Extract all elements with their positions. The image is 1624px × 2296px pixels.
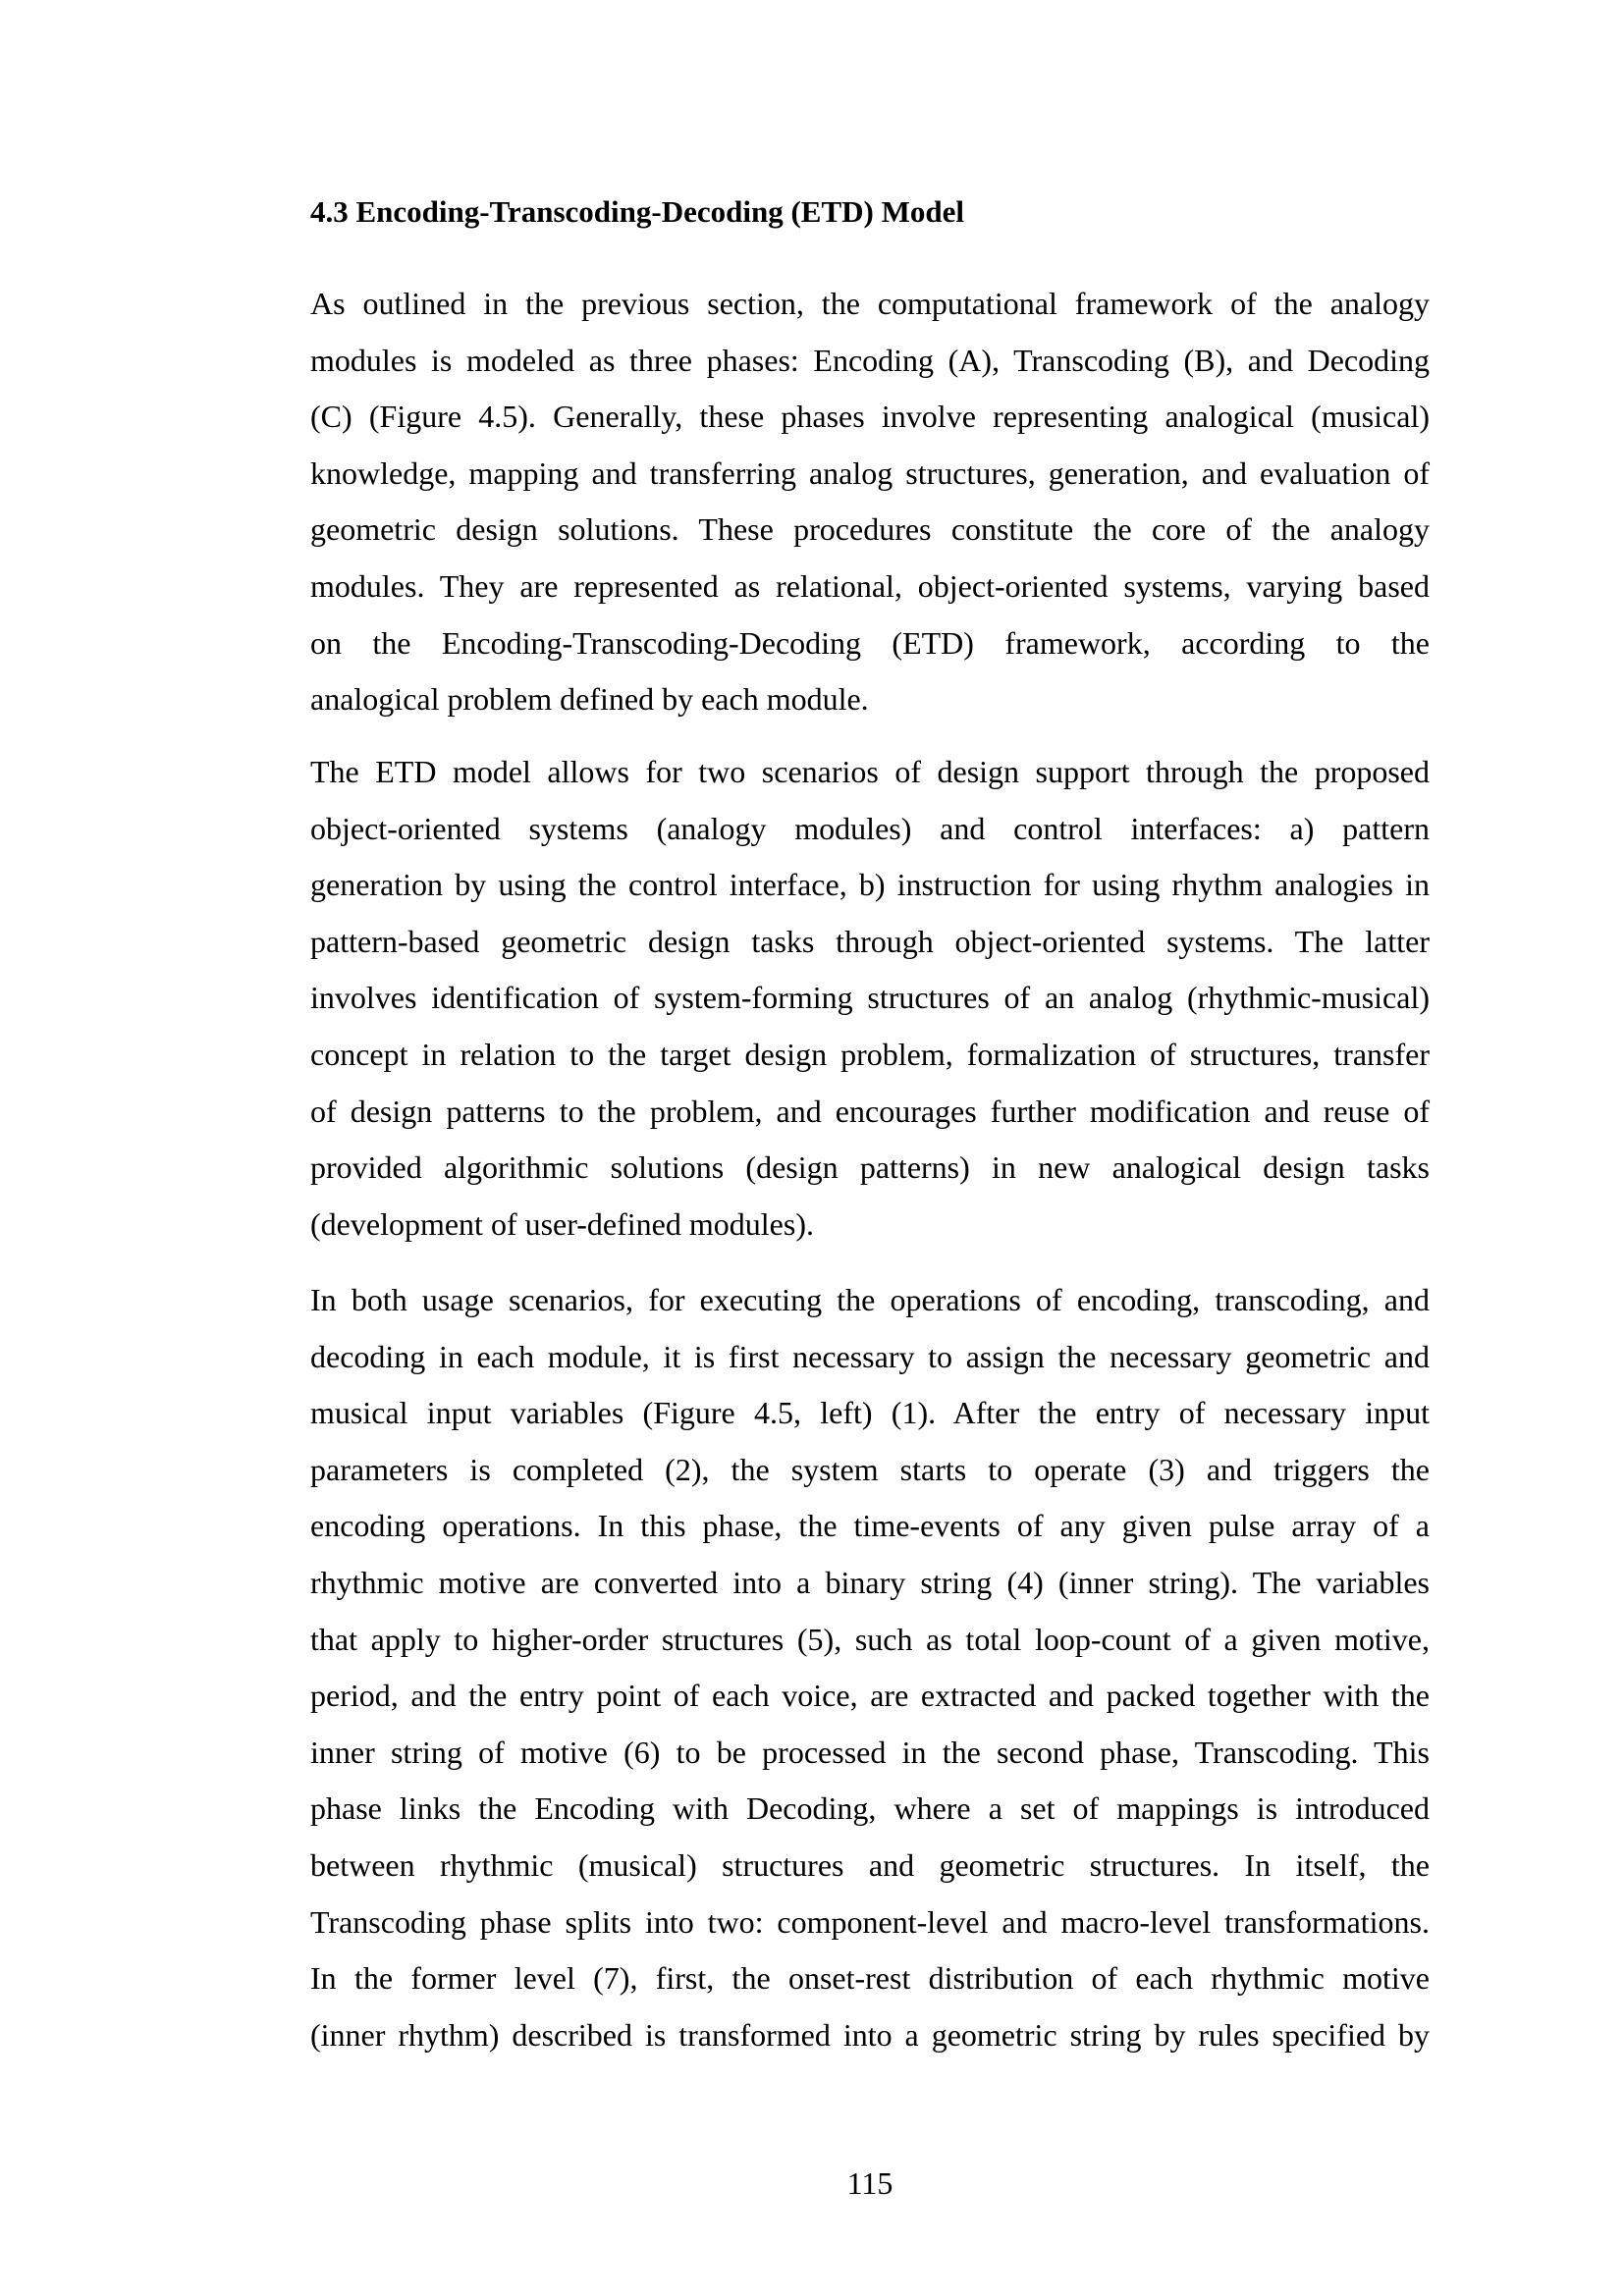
text-line: geometric design solutions. These procedures constitute the core of the analogy xyxy=(310,511,1430,548)
text-line: (development of user-defined modules). xyxy=(310,1205,814,1242)
text-line: period, and the entry point of each voice, are extracted and packed together with the xyxy=(310,1678,1430,1714)
text-line: that apply to higher-order structures (5), such as total loop-count of a given motive, xyxy=(310,1621,1430,1657)
text-line: on the Encoding-Transcoding-Decoding (ETD) framework, according to the xyxy=(310,624,1430,661)
text-line: involves identification of system-forming structures of an analog (rhythmic-musical) xyxy=(310,980,1430,1016)
text-line: modules. They are represented as relational, object-oriented systems, varying based xyxy=(310,567,1430,604)
text-line: analogical problem defined by each module. xyxy=(310,681,869,718)
text-line: (inner rhythm) described is transformed into a geometric string by rules specified by xyxy=(310,2016,1430,2053)
text-line: (C) (Figure 4.5). Generally, these phases involve representing analogical (musical) xyxy=(310,399,1430,435)
text-line: provided algorithmic solutions (design patterns) in new analogical design tasks xyxy=(310,1149,1430,1186)
text-line: inner string of motive (6) to be processed in the second phase, Transcoding. This xyxy=(310,1734,1430,1770)
text-line: knowledge, mapping and transferring analog structures, generation, and evaluation of xyxy=(310,454,1430,491)
text-line: As outlined in the previous section, the computational framework of the analogy xyxy=(310,286,1430,321)
text-line: pattern-based geometric design tasks through object-oriented systems. The latter xyxy=(310,923,1430,959)
text-line: decoding in each module, it is first necessary to assign the necessary geometric and xyxy=(310,1338,1430,1374)
paragraph-3 xyxy=(310,1272,1430,2063)
text-line: Transcoding phase splits into two: component-level and macro-level transformations. xyxy=(310,1903,1430,1940)
text-line: In the former level (7), first, the onset-rest distribution of each rhythmic motive xyxy=(310,1960,1430,1997)
text-line: musical input variables (Figure 4.5, left) (1). After the entry of necessary input xyxy=(310,1395,1430,1431)
text-line: encoding operations. In this phase, the time-events of any given pulse array of a xyxy=(310,1508,1430,1544)
text-line: concept in relation to the target design problem, formalization of structures, transfer xyxy=(310,1036,1430,1072)
text-line: rhythmic motive are converted into a binary string (4) (inner string). The variables xyxy=(310,1564,1430,1600)
text-line: modules is modeled as three phases: Encoding (A), Transcoding (B), and Decoding xyxy=(310,342,1430,378)
text-line: phase links the Encoding with Decoding, where a set of mappings is introduced xyxy=(310,1790,1430,1827)
text-line: parameters is completed (2), the system starts to operate (3) and triggers the xyxy=(310,1451,1430,1487)
text-line: generation by using the control interface, b) instruction for using rhythm analogies in xyxy=(310,867,1430,903)
text-line: The ETD model allows for two scenarios of design support through the proposed xyxy=(310,754,1430,789)
text-line: between rhythmic (musical) structures and geometric structures. In itself, the xyxy=(310,1846,1430,1883)
paragraph-1 xyxy=(310,276,1430,728)
text-line: of design patterns to the problem, and encourages further modification and reuse of xyxy=(310,1093,1430,1129)
paragraph-2 xyxy=(310,744,1430,1253)
page-number: 115 xyxy=(846,2165,893,2201)
text-line: In both usage scenarios, for executing the operations of encoding, transcoding, and xyxy=(310,1282,1430,1317)
section-heading: 4.3 Encoding-Transcoding-Decoding (ETD) Model xyxy=(310,194,964,229)
text-line: object-oriented systems (analogy modules) and control interfaces: a) pattern xyxy=(310,810,1430,846)
